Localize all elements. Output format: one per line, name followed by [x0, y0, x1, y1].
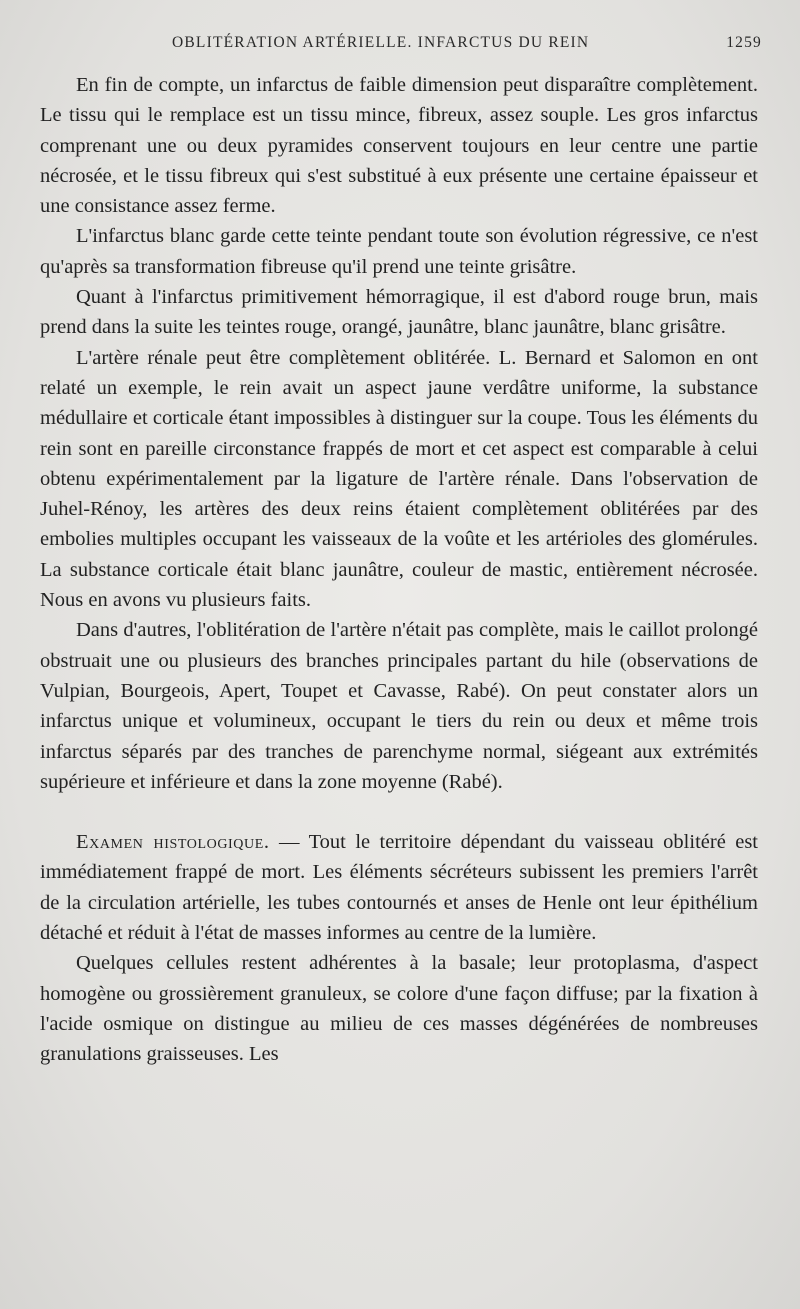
- paragraph: L'infarctus blanc garde cette teinte pendant toute son évolution régressive, ce n'est qu'après sa transformation fibreuse qu'il prend une teinte grisâtre.: [40, 225, 758, 278]
- paragraph: En fin de compte, un infarctus de faible dimension peut disparaître complètement. Le tissu qui le remplace est un tissu mince, fibreux, assez souple. Les gros infarctus comprenant une ou deux pyramides conservent toujours en leur centre une partie nécrosée, et le tissu fibreux qui s'est substitué à eux présente une certaine épaisseur et une consistance assez ferme.: [40, 74, 758, 218]
- section-paragraph: [40, 827, 758, 948]
- page-number: 1259: [726, 34, 762, 51]
- paragraph: Quant à l'infarctus primitivement hémorragique, il est d'abord rouge brun, mais prend dans la suite les teintes rouge, orangé, jaunâtre, blanc jaunâtre, blanc grisâtre.: [40, 286, 758, 339]
- paragraph: L'artère rénale peut être complètement oblitérée. L. Bernard et Salomon en ont relaté un exemple, le rein avait un aspect jaune verdâtre uniforme, la substance médullaire et corticale étant impossibles à distinguer sur la coupe. Tous les éléments du rein sont en pareille circonstance frappés de mort et cet aspect est comparable à celui obtenu expérimentalement par la ligature de l'artère rénale. Dans l'observation de Juhel-Rénoy, les artères des deux reins étaient complètement oblitérées par des embolies multiples occupant les vaisseaux de la voûte et les artérioles des glomérules. La substance corticale était blanc jaunâtre, couleur de mastic, entièrement nécrosée. Nous en avons vu plusieurs faits.: [40, 346, 758, 612]
- running-head-title: OBLITÉRATION ARTÉRIELLE. INFARCTUS DU REIN: [172, 34, 590, 51]
- paragraph: Quelques cellules restent adhérentes à la basale; leur protoplasma, d'aspect homogène ou grossièrement granuleux, se colore d'une façon diffuse; par la fixation à l'acide osmique on distingue au milieu de ces masses dégénérées de nombreuses granulations graisseuses. Les: [40, 952, 758, 1066]
- body-text: [40, 70, 758, 1070]
- section-text: — Tout le territoire dépendant du vaisseau oblitéré est immédiatement frappé de mort. Les éléments sécréteurs subissent les premiers l'arrêt de la circulation artérielle, les tubes contournés et anses de Henle ont leur épithélium détaché et réduit à l'état de masses informes au centre de la lumière.: [40, 831, 758, 945]
- paragraph: Dans d'autres, l'oblitération de l'artère n'était pas complète, mais le caillot prolongé obstruait une ou plusieurs des branches principales partant du hile (observations de Vulpian, Bourgeois, Apert, Toupet et Cavasse, Rabé). On peut constater alors un infarctus unique et volumineux, occupant le tiers du rein ou deux et même trois infarctus séparés par des tranches de parenchyme normal, siégeant aux extrémités supérieure et inférieure et dans la zone moyenne (Rabé).: [40, 619, 758, 793]
- section-heading: Examen histologique.: [76, 831, 270, 854]
- running-head: [172, 34, 762, 56]
